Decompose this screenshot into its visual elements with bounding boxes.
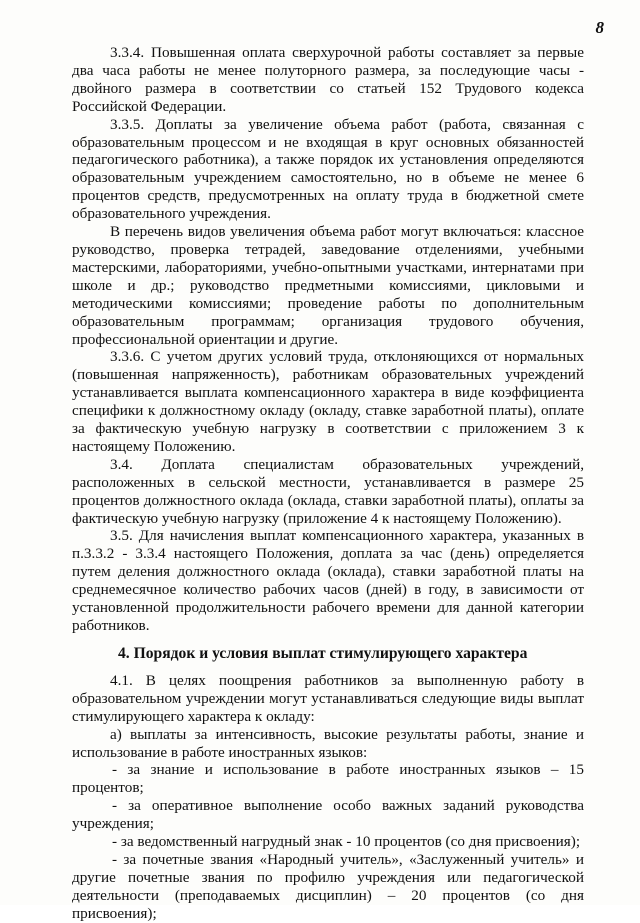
list-item: - за почетные звания «Народный учитель», «Заслуженный учитель» и другие почетные звания по профилю учреждения или педагогической деятельности (преподаваемых дисциплин) – 20 процентов (со дня присвоения); [72,850,584,922]
list-item: - за оперативное выполнение особо важных заданий руководства учреждения; [72,797,584,833]
document-body [72,44,584,923]
paragraph-4-1: 4.1. В целях поощрения работников за выполненную работу в образовательном учреждении могут устанавливаться следующие виды выплат стимулирующего характера к окладу: [72,671,584,725]
page-number: 8 [595,18,604,37]
section-heading: 4. Порядок и условия выплат стимулирующего характера [118,644,528,662]
paragraph-3-3-6: 3.3.6. С учетом других условий труда, отклоняющихся от нормальных (повышенная напряженность), работникам образовательных учреждений устанавливается выплата компенсационного характера в виде коэффициента специфики к должностному окладу (окладу, ставке заработной платы), оплате за фактическую учебную нагрузку в соответствии с приложением 3 к настоящему Положению. [72,348,584,455]
paragraph-3-4: 3.4. Доплата специалистам образовательных учреждений, расположенных в сельской местности, устанавливается в размере 25 процентов должностного оклада (оклада, ставки заработной платы), оплаты за фактическую учебную нагрузку (приложение 4 к настоящему Положению). [72,455,584,527]
list-item: - за знание и использование в работе иностранных языков – 15 процентов; [72,761,584,797]
paragraph-3-3-4: 3.3.4. Повышенная оплата сверхурочной работы составляет за первые два часа работы не менее полуторного размера, за последующие часы - двойного размера в соответствии со статьей 152 Трудового кодекса Российской Федерации. [72,44,584,115]
list-item: - за ведомственный нагрудный знак - 10 процентов (со дня присвоения); [112,833,581,851]
paragraph-4-1-a: а) выплаты за интенсивность, высокие результаты работы, знание и использование в работе иностранных языков: [72,725,584,761]
paragraph-work-types: В перечень видов увеличения объема работ могут включаться: классное руководство, проверка тетрадей, заведование отделениями, учебными мастерскими, лабораториями, учебно-опытными участками, интернатами при школе и др.; руководство предметными комиссиями, цикловыми и методическими комиссиями; проведение работы по дополнительным образовательным программам; организация трудового обучения, профессиональной ориентации и другие. [72,223,584,348]
paragraph-3-3-5: 3.3.5. Доплаты за увеличение объема работ (работа, связанная с образовательным процессом и не входящая в круг основных обязанностей педагогического работника), а также порядок их установления определяются образовательным учреждением самостоятельно, но в объеме не менее 6 процентов средств, предусмотренных на оплату труда в бюджетной смете образовательного учреждения. [72,115,584,223]
paragraph-3-5: 3.5. Для начисления выплат компенсационного характера, указанных в п.3.3.2 - 3.3.4 настоящего Положения, доплата за час (день) определяется путем деления должностного оклада (оклада), ставки заработной платы на среднемесячное количество рабочих часов (дней) в году, в зависимости от установленной продолжительности рабочего времени для данной категории работников. [72,527,584,634]
